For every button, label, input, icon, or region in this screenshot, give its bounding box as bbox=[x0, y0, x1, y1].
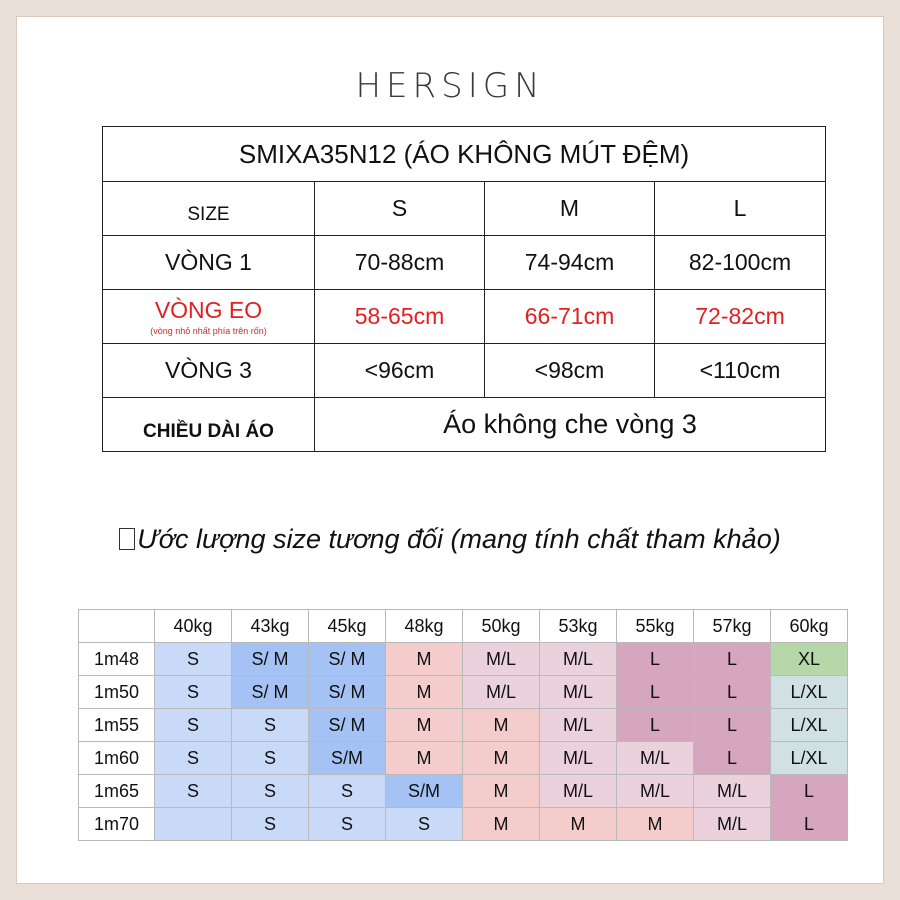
size-estimate-cell: M/L bbox=[694, 808, 771, 841]
hip-label: VÒNG 3 bbox=[103, 344, 315, 398]
size-estimate-cell: S bbox=[155, 643, 232, 676]
spec-title-row bbox=[103, 127, 826, 182]
spec-bust-row bbox=[103, 236, 826, 290]
weight-header-cell: 60kg bbox=[771, 610, 848, 643]
weight-header-cell: 53kg bbox=[540, 610, 617, 643]
size-estimate-cell: L bbox=[617, 676, 694, 709]
weight-header-cell: 45kg bbox=[309, 610, 386, 643]
size-estimate-cell: S/ M bbox=[232, 676, 309, 709]
size-estimate-cell: S bbox=[309, 775, 386, 808]
size-estimate-cell: M/L bbox=[540, 775, 617, 808]
hip-l-value: <110cm bbox=[655, 344, 826, 398]
weight-header-cell: 43kg bbox=[232, 610, 309, 643]
spec-hip-row bbox=[103, 344, 826, 398]
size-estimate-cell: L bbox=[617, 709, 694, 742]
size-estimate-cell: S bbox=[232, 775, 309, 808]
size-estimate-cell: S bbox=[155, 775, 232, 808]
spec-waist-row bbox=[103, 290, 826, 344]
missing-glyph-icon bbox=[119, 528, 135, 550]
size-estimate-cell: S bbox=[155, 742, 232, 775]
size-estimate-cell: S/ M bbox=[309, 676, 386, 709]
size-estimate-cell bbox=[155, 808, 232, 841]
bust-s-value: 70-88cm bbox=[315, 236, 485, 290]
size-estimate-cell: S/M bbox=[386, 775, 463, 808]
height-label-cell: 1m70 bbox=[79, 808, 155, 841]
size-estimate-cell: M/L bbox=[617, 775, 694, 808]
size-estimate-cell: L bbox=[617, 643, 694, 676]
size-estimate-cell: M/L bbox=[617, 742, 694, 775]
size-estimate-cell: S/ M bbox=[232, 643, 309, 676]
waist-l-value: 72-82cm bbox=[655, 290, 826, 344]
size-estimate-cell: S/ M bbox=[309, 709, 386, 742]
bust-l-value: 82-100cm bbox=[655, 236, 826, 290]
height-row bbox=[79, 709, 848, 742]
bust-m-value: 74-94cm bbox=[485, 236, 655, 290]
spec-length-row bbox=[103, 398, 826, 452]
size-estimate-cell: L/XL bbox=[771, 676, 848, 709]
weight-header-cell: 48kg bbox=[386, 610, 463, 643]
size-estimate-cell: S bbox=[232, 709, 309, 742]
weight-header-cell: 50kg bbox=[463, 610, 540, 643]
height-row bbox=[79, 775, 848, 808]
hip-m-value: <98cm bbox=[485, 344, 655, 398]
length-label: CHIỀU DÀI ÁO bbox=[103, 398, 315, 452]
size-estimate-cell: L bbox=[694, 676, 771, 709]
size-estimate-cell: M bbox=[386, 709, 463, 742]
size-estimate-cell: M bbox=[617, 808, 694, 841]
size-estimate-cell: L/XL bbox=[771, 709, 848, 742]
height-label-cell: 1m65 bbox=[79, 775, 155, 808]
size-estimate-cell: M/L bbox=[463, 643, 540, 676]
size-spec-table bbox=[102, 126, 826, 452]
estimate-heading bbox=[16, 524, 884, 555]
estimate-title: Ước lượng size tương đối (mang tính chất tham khảo) bbox=[137, 524, 781, 554]
size-estimate-cell: XL bbox=[771, 643, 848, 676]
height-row bbox=[79, 643, 848, 676]
waist-s-value: 58-65cm bbox=[315, 290, 485, 344]
size-estimate-cell: L bbox=[694, 742, 771, 775]
size-estimate-cell: M bbox=[463, 775, 540, 808]
size-estimate-cell: S/M bbox=[309, 742, 386, 775]
weight-header-cell: 57kg bbox=[694, 610, 771, 643]
size-estimate-cell: M/L bbox=[694, 775, 771, 808]
height-label-cell: 1m55 bbox=[79, 709, 155, 742]
size-estimate-grid bbox=[78, 609, 848, 841]
size-estimate-cell: L bbox=[694, 709, 771, 742]
size-estimate-cell: M bbox=[386, 742, 463, 775]
size-estimate-cell: S bbox=[386, 808, 463, 841]
size-estimate-cell: M bbox=[540, 808, 617, 841]
size-l-header: L bbox=[655, 182, 826, 236]
size-estimate-cell: M bbox=[463, 742, 540, 775]
height-row bbox=[79, 742, 848, 775]
grid-corner-cell bbox=[79, 610, 155, 643]
size-estimate-cell: S/ M bbox=[309, 643, 386, 676]
size-estimate-cell: S bbox=[309, 808, 386, 841]
waist-m-value: 66-71cm bbox=[485, 290, 655, 344]
brand-logo: HERSIGN bbox=[355, 66, 545, 106]
size-estimate-cell: M bbox=[463, 709, 540, 742]
height-row bbox=[79, 676, 848, 709]
bust-label: VÒNG 1 bbox=[103, 236, 315, 290]
size-estimate-cell: L bbox=[694, 643, 771, 676]
size-estimate-cell: S bbox=[232, 808, 309, 841]
size-estimate-cell: M bbox=[463, 808, 540, 841]
size-estimate-cell: L/XL bbox=[771, 742, 848, 775]
height-row bbox=[79, 808, 848, 841]
size-estimate-cell: L bbox=[771, 775, 848, 808]
hip-s-value: <96cm bbox=[315, 344, 485, 398]
size-estimate-cell: M bbox=[386, 676, 463, 709]
weight-header-cell: 55kg bbox=[617, 610, 694, 643]
spec-size-row bbox=[103, 182, 826, 236]
size-estimate-cell: S bbox=[155, 709, 232, 742]
waist-label-cell bbox=[103, 290, 315, 344]
size-estimate-cell: M/L bbox=[540, 643, 617, 676]
waist-note: (vòng nhỏ nhất phía trên rốn) bbox=[150, 326, 267, 336]
size-estimate-cell: M/L bbox=[540, 709, 617, 742]
weight-header-cell: 40kg bbox=[155, 610, 232, 643]
size-m-header: M bbox=[485, 182, 655, 236]
size-estimate-cell: M/L bbox=[540, 676, 617, 709]
weight-header-row bbox=[79, 610, 848, 643]
size-estimate-cell: M bbox=[386, 643, 463, 676]
size-estimate-cell: S bbox=[232, 742, 309, 775]
length-value: Áo không che vòng 3 bbox=[315, 398, 826, 452]
size-estimate-cell: L bbox=[771, 808, 848, 841]
size-estimate-cell: M/L bbox=[463, 676, 540, 709]
height-label-cell: 1m60 bbox=[79, 742, 155, 775]
waist-label: VÒNG EO bbox=[154, 297, 263, 323]
height-label-cell: 1m50 bbox=[79, 676, 155, 709]
size-s-header: S bbox=[315, 182, 485, 236]
product-code-title: SMIXA35N12 (ÁO KHÔNG MÚT ĐỆM) bbox=[103, 127, 826, 182]
size-estimate-cell: M/L bbox=[540, 742, 617, 775]
size-estimate-cell: S bbox=[155, 676, 232, 709]
size-header-label: SIZE bbox=[103, 182, 315, 236]
height-label-cell: 1m48 bbox=[79, 643, 155, 676]
